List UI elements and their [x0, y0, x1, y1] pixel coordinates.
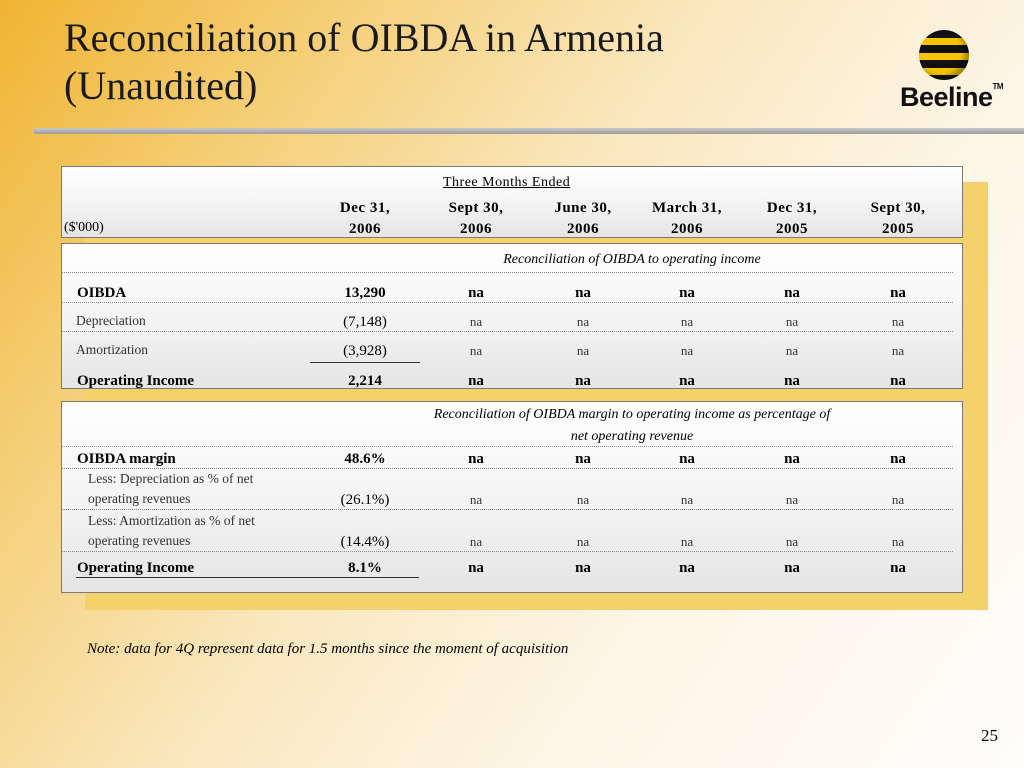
col-header-l2: 2006: [567, 221, 599, 237]
value-cell: na: [891, 534, 905, 549]
value-cell: na: [784, 560, 800, 576]
value-cell: na: [575, 451, 591, 467]
value-cell: na: [679, 373, 695, 389]
row-divider: [62, 446, 953, 447]
value-cell: na: [785, 343, 799, 358]
value-cell: (3,928): [343, 343, 387, 359]
row-label: Operating Income: [77, 373, 195, 389]
subtotal-underline: [310, 362, 420, 363]
value-cell: na: [468, 560, 484, 576]
value-cell: 8.1%: [348, 560, 382, 576]
value-cell: na: [890, 373, 906, 389]
value-cell: na: [890, 451, 906, 467]
row-label-line-1: Less: Amortization as % of net: [88, 513, 255, 528]
value-cell: na: [576, 314, 590, 329]
value-cell: na: [576, 343, 590, 358]
value-cell: na: [891, 343, 905, 358]
section-title-line-1: Reconciliation of OIBDA margin to operating income as percentage of: [433, 407, 831, 422]
row-label-line-2: operating revenues: [88, 491, 191, 506]
period-span-header: Three Months Ended: [443, 175, 571, 190]
value-cell: na: [469, 492, 483, 507]
value-cell: na: [890, 285, 906, 301]
value-cell: na: [575, 285, 591, 301]
row-divider: [62, 272, 953, 273]
value-cell: 48.6%: [344, 451, 386, 467]
oibda-reconciliation-panel: [61, 243, 963, 389]
value-cell: (14.4%): [340, 534, 390, 550]
value-cell: na: [680, 534, 694, 549]
logo-text: Beeline: [900, 82, 993, 112]
value-cell: na: [680, 314, 694, 329]
section-title-line-2: net operating revenue: [570, 429, 694, 444]
value-cell: (7,148): [343, 314, 387, 330]
title-line-2: (Unaudited): [64, 63, 258, 108]
value-cell: na: [785, 534, 799, 549]
value-cell: na: [679, 451, 695, 467]
logo-trademark: TM: [992, 82, 1004, 91]
slide-title: [64, 14, 664, 110]
title-divider: [34, 128, 1024, 134]
col-header-l2: 2005: [776, 221, 808, 237]
value-cell: na: [468, 373, 484, 389]
value-cell: na: [575, 373, 591, 389]
section-title: Reconciliation of OIBDA to operating income: [503, 252, 761, 267]
row-divider: [62, 302, 953, 303]
total-underline: [76, 577, 419, 578]
title-line-1: Reconciliation of OIBDA in Armenia: [64, 15, 664, 60]
col-header-l1: June 30,: [554, 200, 612, 216]
value-cell: na: [785, 314, 799, 329]
value-cell: na: [575, 560, 591, 576]
col-header-l1: Dec 31,: [339, 200, 391, 216]
row-divider: [62, 468, 953, 469]
value-cell: na: [576, 492, 590, 507]
value-cell: na: [468, 451, 484, 467]
value-cell: 2,214: [348, 373, 382, 389]
row-label: Depreciation: [76, 313, 146, 328]
value-cell: na: [784, 373, 800, 389]
value-cell: na: [784, 285, 800, 301]
row-label: OIBDA margin: [77, 451, 176, 467]
col-header-l1: Sept 30,: [448, 200, 504, 216]
row-label: Operating Income: [77, 560, 195, 576]
value-cell: 13,290: [344, 285, 386, 301]
value-cell: na: [679, 285, 695, 301]
col-header-l2: 2006: [671, 221, 703, 237]
value-cell: na: [680, 343, 694, 358]
row-divider: [62, 331, 953, 332]
oibda-margin-reconciliation-panel: [61, 401, 963, 593]
value-cell: na: [469, 343, 483, 358]
row-divider: [62, 509, 953, 510]
header-panel: [61, 166, 963, 238]
value-cell: na: [891, 314, 905, 329]
beeline-logo: [896, 30, 1006, 114]
col-header-l1: Sept 30,: [870, 200, 926, 216]
row-label-line-2: operating revenues: [88, 533, 191, 548]
beeline-ball-icon: [919, 30, 969, 80]
col-header-l2: 2006: [349, 221, 381, 237]
value-cell: na: [891, 492, 905, 507]
page-number: 25: [981, 726, 998, 745]
value-cell: na: [680, 492, 694, 507]
value-cell: na: [469, 534, 483, 549]
value-cell: na: [784, 451, 800, 467]
unit-label: ($'000): [64, 220, 104, 235]
value-cell: na: [576, 534, 590, 549]
col-header-l2: 2006: [460, 221, 492, 237]
value-cell: na: [890, 560, 906, 576]
value-cell: na: [468, 285, 484, 301]
col-header-l1: Dec 31,: [766, 200, 818, 216]
value-cell: na: [785, 492, 799, 507]
row-label: Amortization: [76, 342, 148, 357]
value-cell: (26.1%): [340, 492, 390, 508]
value-cell: na: [469, 314, 483, 329]
col-header-l2: 2005: [882, 221, 914, 237]
col-header-l1: March 31,: [651, 200, 723, 216]
value-cell: na: [679, 560, 695, 576]
row-label: OIBDA: [77, 285, 127, 301]
row-divider: [62, 551, 953, 552]
footnote: Note: data for 4Q represent data for 1.5 months since the moment of acquisition: [87, 641, 569, 657]
row-label-line-1: Less: Depreciation as % of net: [88, 471, 254, 486]
